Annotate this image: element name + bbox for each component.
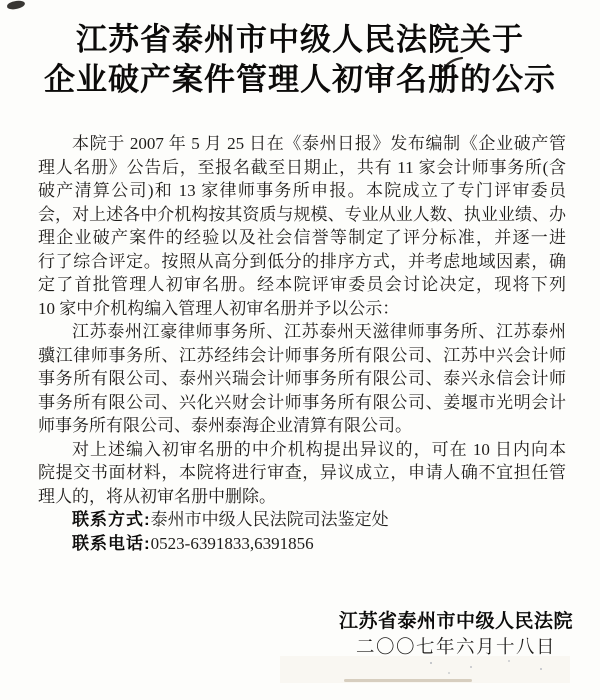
scan-edge-line-artifact [344, 679, 472, 682]
document-title-line-2: 企业破产案件管理人初审名册的公示 [44, 62, 556, 97]
body-line: 事务所有限公司、泰州兴瑞会计师事务所有限公司、泰兴永信会计师 [38, 369, 566, 388]
body-line: 理人的，将从初审名册中删除。 [38, 486, 276, 506]
signature-court-name: 江苏省泰州市中级人民法院 [338, 611, 573, 632]
ink-blot-artifact [7, 0, 26, 10]
contact-phone-label: 联系电话: [72, 533, 151, 553]
signature-date: 二〇〇七年六月十八日 [355, 638, 556, 658]
body-line: 会，对上述各中介机构按其资质与规模、专业从业人数、执业业绩、办 [38, 204, 566, 224]
body-line: 江苏泰州江豪律师事务所、江苏泰州天滋律师事务所、江苏泰州 [72, 322, 566, 341]
document-title-line-1: 江苏省泰州市中级人民法院关于 [76, 22, 524, 57]
signature-block [336, 609, 576, 661]
contact-method-label: 联系方式: [72, 510, 151, 529]
body-line: 理人名册》公告后，至报名截至日期止，共有 11 家会计师事务所(含 [38, 157, 566, 177]
body-line: 破产清算公司)和 13 家律师事务所申报。本院成立了专门评审委员 [38, 181, 566, 200]
body-line: 院提交书面材料，本院将进行审查，异议成立，申请人确不宜担任管 [38, 463, 566, 482]
body-line: 定了首批管理人初审名册。经本院评审委员会讨论决定，现将下列 [38, 275, 566, 294]
body-line: 行了综合评定。按照从高分到低分的排序方式，并考虑地域因素，确 [38, 251, 566, 271]
contact-method-line [38, 508, 566, 532]
body-line: 事务所有限公司、兴化兴财会计师事务所有限公司、姜堰市光明会计 [38, 392, 566, 412]
body-line: 骥江律师事务所、江苏经纬会计师事务所有限公司、江苏中兴会计师 [38, 345, 566, 365]
contact-phone-value: 0523-6391833,6391856 [150, 533, 314, 553]
contact-phone-line [38, 532, 566, 556]
document-title [0, 20, 600, 100]
body-line: 理企业破产案件的经验以及社会信誉等制定了评分标准，并逐一进 [38, 228, 566, 247]
document-body [38, 132, 566, 555]
body-line: 对上述编入初审名册的中介机构提出异议的，可在 10 日内向本 [72, 439, 566, 459]
body-line: 本院于 2007 年 5 月 25 日在《泰州日报》发布编制《企业破产管 [72, 134, 566, 153]
scan-speckles-artifact [430, 662, 432, 664]
contact-method-value: 泰州市中级人民法院司法鉴定处 [150, 510, 389, 529]
body-line: 10 家中介机构编入管理人初审名册并予以公示： [38, 298, 400, 318]
body-line: 师事务所有限公司、泰州泰海企业清算有限公司。 [38, 416, 412, 435]
